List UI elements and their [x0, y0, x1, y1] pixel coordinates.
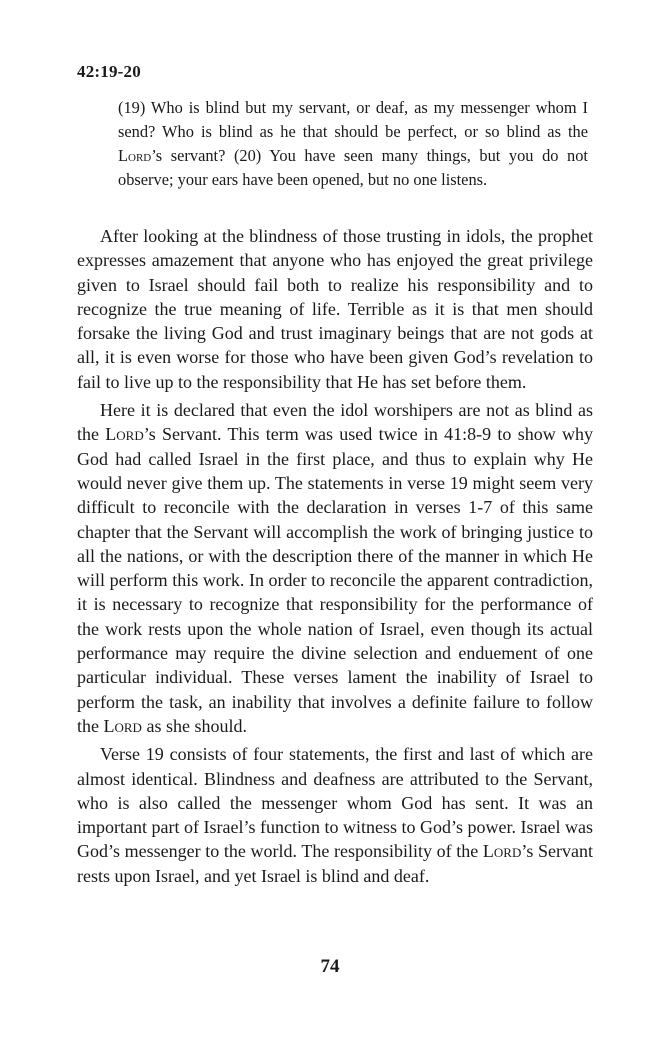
- verse-text-part2: ’s servant? (20) You have seen many things, but you do not observe; your ears have been opened, but no one listens.: [118, 146, 588, 189]
- paragraph-3-text-b: ’s Servant rests upon Israel, and yet Israel is blind and deaf.: [77, 841, 593, 886]
- verse-text-part1: (19) Who is blind but my servant, or deaf, as my messenger whom I send? Who is blind as he that should be perfect, or so blind as the: [118, 98, 588, 141]
- paragraph-1: After looking at the blindness of those trusting in idols, the prophet expresses amazement that anyone who has enjoyed the great privilege given to Israel should fail both to realize his responsibility and to recognize the true meaning of life. Terrible as it is that men should forsake the living God and trust imaginary beings that are not gods at all, it is even worse for those who have been given God’s revelation to fail to live up to the responsibility that He has set before them.: [77, 226, 593, 392]
- paragraph-3: [77, 742, 593, 888]
- lord-small-caps: Lord: [103, 715, 142, 736]
- paragraph-2-text-c: as she should.: [141, 715, 247, 736]
- lord-small-caps: Lord: [105, 424, 144, 445]
- lord-small-caps: Lord: [482, 841, 522, 862]
- commentary-body: [77, 224, 593, 892]
- paragraph-2-text-a: Here it is declared that even the idol worshipers are not as blind as the: [77, 400, 593, 445]
- running-head-reference: 42:19-20: [77, 62, 141, 81]
- paragraph-3-text-a: Verse 19 consists of four statements, the first and last of which are almost identical. Blindness and deafness are attributed to the Servant, who is also called the messenger whom God has sent. It was an important part of Israel’s function to witness to God’s power. Israel was God’s messenger to the world. The responsibility of the: [77, 744, 593, 862]
- paragraph-2: [77, 398, 593, 738]
- paragraph-2-text-b: ’s Servant. This term was used twice in 41:8-9 to show why God had called Israel in the first place, and thus to explain why He would never give them up. The statements in verse 19 might seem very difficult to reconcile with the declaration in verses 1-7 of this same chapter that the Servant will accomplish the work of bringing justice to all the nations, or with the description there of the manner in which He will perform this work. In order to reconcile the apparent contradiction, it is necessary to recognize that responsibility for the performance of the work rests upon the whole nation of Israel, even though its actual performance may require the divine selection and enduement of one particular individual. These verses lament the inability of Israel to perform the task, an inability that involves a definite failure to follow the: [77, 424, 593, 736]
- scripture-quotation: [118, 96, 588, 192]
- page-number: 74: [320, 956, 340, 977]
- lord-small-caps: Lord: [118, 146, 152, 165]
